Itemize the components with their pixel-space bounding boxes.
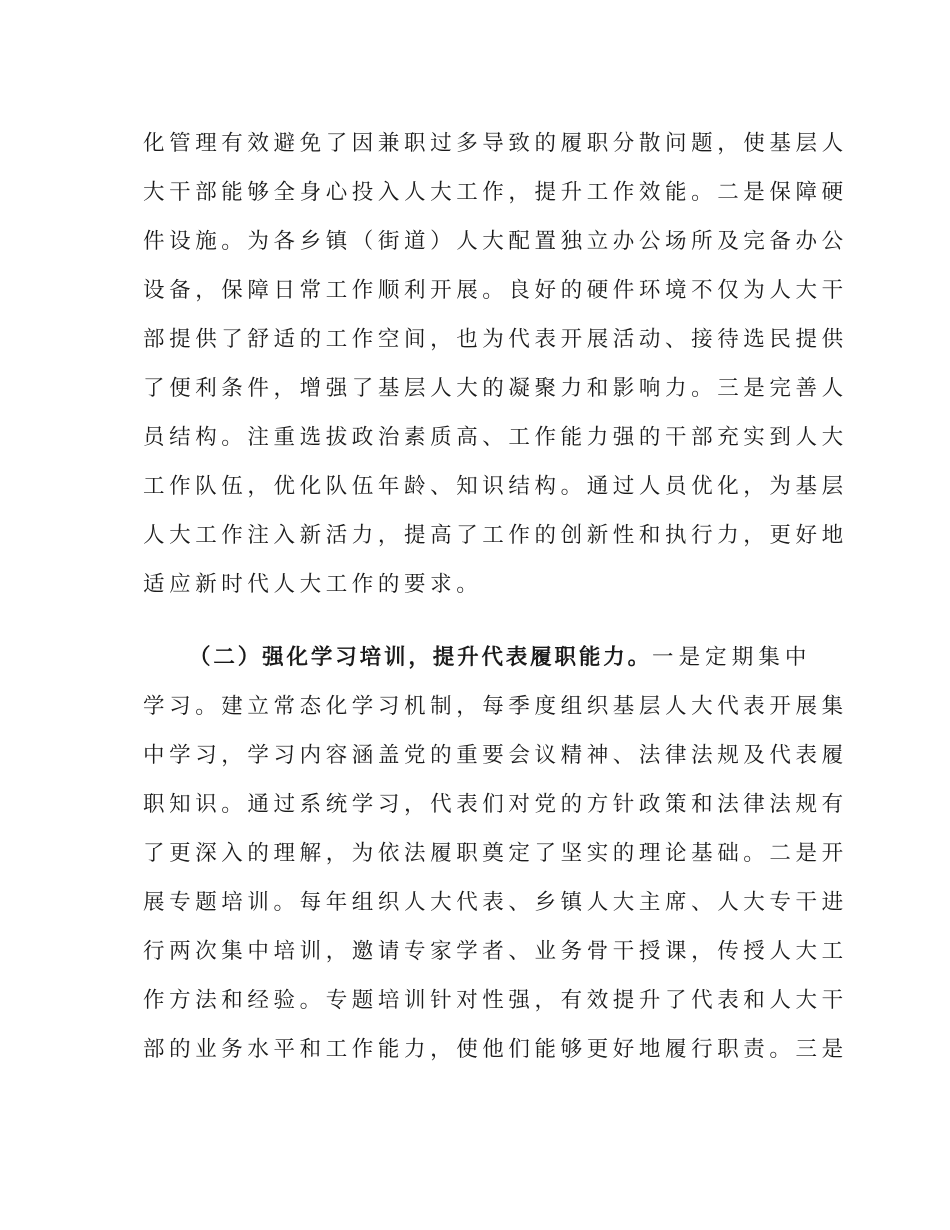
text-line: 中学习，学习内容涵盖党的重要会议精神、法律法规及代表履 — [143, 743, 848, 768]
text-line: 人大工作注入新活力，提高了工作的创新性和执行力，更好地 — [143, 523, 848, 548]
text-line: 了便利条件，增强了基层人大的凝聚力和影响力。三是完善人 — [143, 376, 848, 401]
text-line-with-heading — [143, 633, 811, 682]
text-line: 作方法和经验。专题培训针对性强，有效提升了代表和人大干 — [143, 988, 848, 1013]
section-heading: （二）强化学习培训，提升代表履职能力。 — [189, 645, 653, 670]
text-line: 件设施。为各乡镇（街道）人大配置独立办公场所及完备办公 — [143, 229, 848, 254]
paragraph-2 — [143, 633, 848, 1074]
text-line: 员结构。注重选拔政治素质高、工作能力强的干部充实到人大 — [143, 425, 848, 450]
text-line: 设备，保障日常工作顺利开展。良好的硬件环境不仅为人大干 — [143, 278, 848, 303]
text-line: 化管理有效避免了因兼职过多导致的履职分散问题，使基层人 — [143, 131, 848, 156]
text-line: 工作队伍，优化队伍年龄、知识结构。通过人员优化，为基层 — [143, 474, 848, 499]
paragraph-1 — [143, 119, 848, 609]
text-line: 展专题培训。每年组织人大代表、乡镇人大主席、人大专干进 — [143, 890, 848, 915]
heading-line-rest: 一是定期集中 — [652, 645, 811, 670]
text-line: 了更深入的理解，为依法履职奠定了坚实的理论基础。二是开 — [143, 841, 848, 866]
text-line: 大干部能够全身心投入人大工作，提升工作效能。二是保障硬 — [143, 180, 848, 205]
text-line: 学习。建立常态化学习机制，每季度组织基层人大代表开展集 — [143, 694, 848, 719]
text-line: 行两次集中培训，邀请专家学者、业务骨干授课，传授人大工 — [143, 939, 848, 964]
text-line: 职知识。通过系统学习，代表们对党的方针政策和法律法规有 — [143, 792, 848, 817]
text-line: 部的业务水平和工作能力，使他们能够更好地履行职责。三是 — [143, 1037, 848, 1062]
text-line: 适应新时代人大工作的要求。 — [143, 572, 483, 597]
text-line: 部提供了舒适的工作空间，也为代表开展活动、接待选民提供 — [143, 327, 848, 352]
